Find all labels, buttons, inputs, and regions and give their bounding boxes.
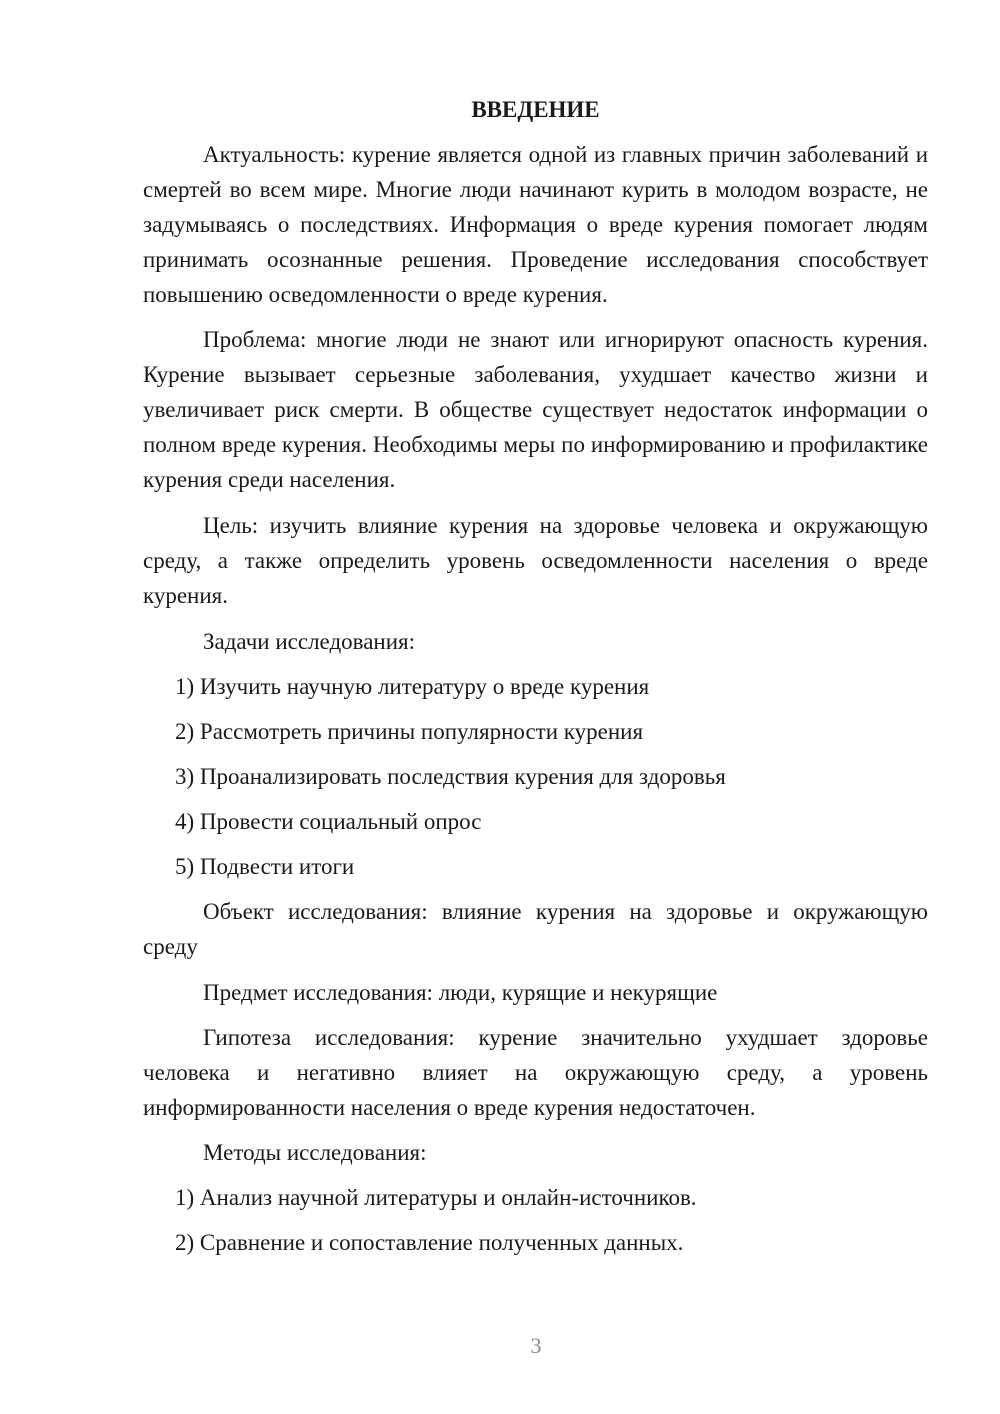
method-item: 1) Анализ научной литературы и онлайн-источников.: [175, 1185, 697, 1210]
tasks-list: [143, 669, 928, 884]
page-title: ВВЕДЕНИЕ: [471, 97, 600, 122]
goal-paragraph: Цель: изучить влияние курения на здоровье человека и окружающую среду, а также определить уровень осведомленности населения о вреде курения.: [143, 513, 928, 608]
relevance-paragraph: Актуальность: курение является одной из главных причин заболеваний и смертей во всем мире. Многие люди начинают курить в молодом возрасте, не задумываясь о последствиях. Информация о вреде курения помогает людям принимать осознанные решения. Проведение исследования способствует повышению осведомленности о вреде курения.: [143, 142, 928, 307]
object-paragraph: Объект исследования: влияние курения на здоровье и окружающую среду: [143, 899, 928, 959]
page-number: 3: [530, 1333, 542, 1358]
problem-paragraph: Проблема: многие люди не знают или игнорируют опасность курения. Курение вызывает серьезные заболевания, ухудшает качество жизни и увеличивает риск смерти. В обществе существует недостаток информации о полном вреде курения. Необходимы меры по информированию и профилактике курения среди населения.: [143, 327, 928, 492]
hypothesis-paragraph: Гипотеза исследования: курение значительно ухудшает здоровье человека и негативно влияет на окружающую среду, а уровень информированности населения о вреде курения недостаточен.: [143, 1025, 928, 1120]
methods-list: [143, 1180, 928, 1260]
method-item: 2) Сравнение и сопоставление полученных данных.: [175, 1230, 684, 1255]
task-item: 2) Рассмотреть причины популярности курения: [175, 719, 644, 744]
subject-paragraph: Предмет исследования: люди, курящие и некурящие: [203, 980, 718, 1005]
task-item: 4) Провести социальный опрос: [175, 809, 482, 834]
task-item: 5) Подвести итоги: [175, 854, 355, 879]
methods-heading: Методы исследования:: [203, 1140, 427, 1165]
task-item: 1) Изучить научную литературу о вреде курения: [175, 674, 650, 699]
task-item: 3) Проанализировать последствия курения для здоровья: [175, 764, 726, 789]
page-content: [143, 92, 928, 1270]
tasks-heading: Задачи исследования:: [203, 629, 416, 654]
